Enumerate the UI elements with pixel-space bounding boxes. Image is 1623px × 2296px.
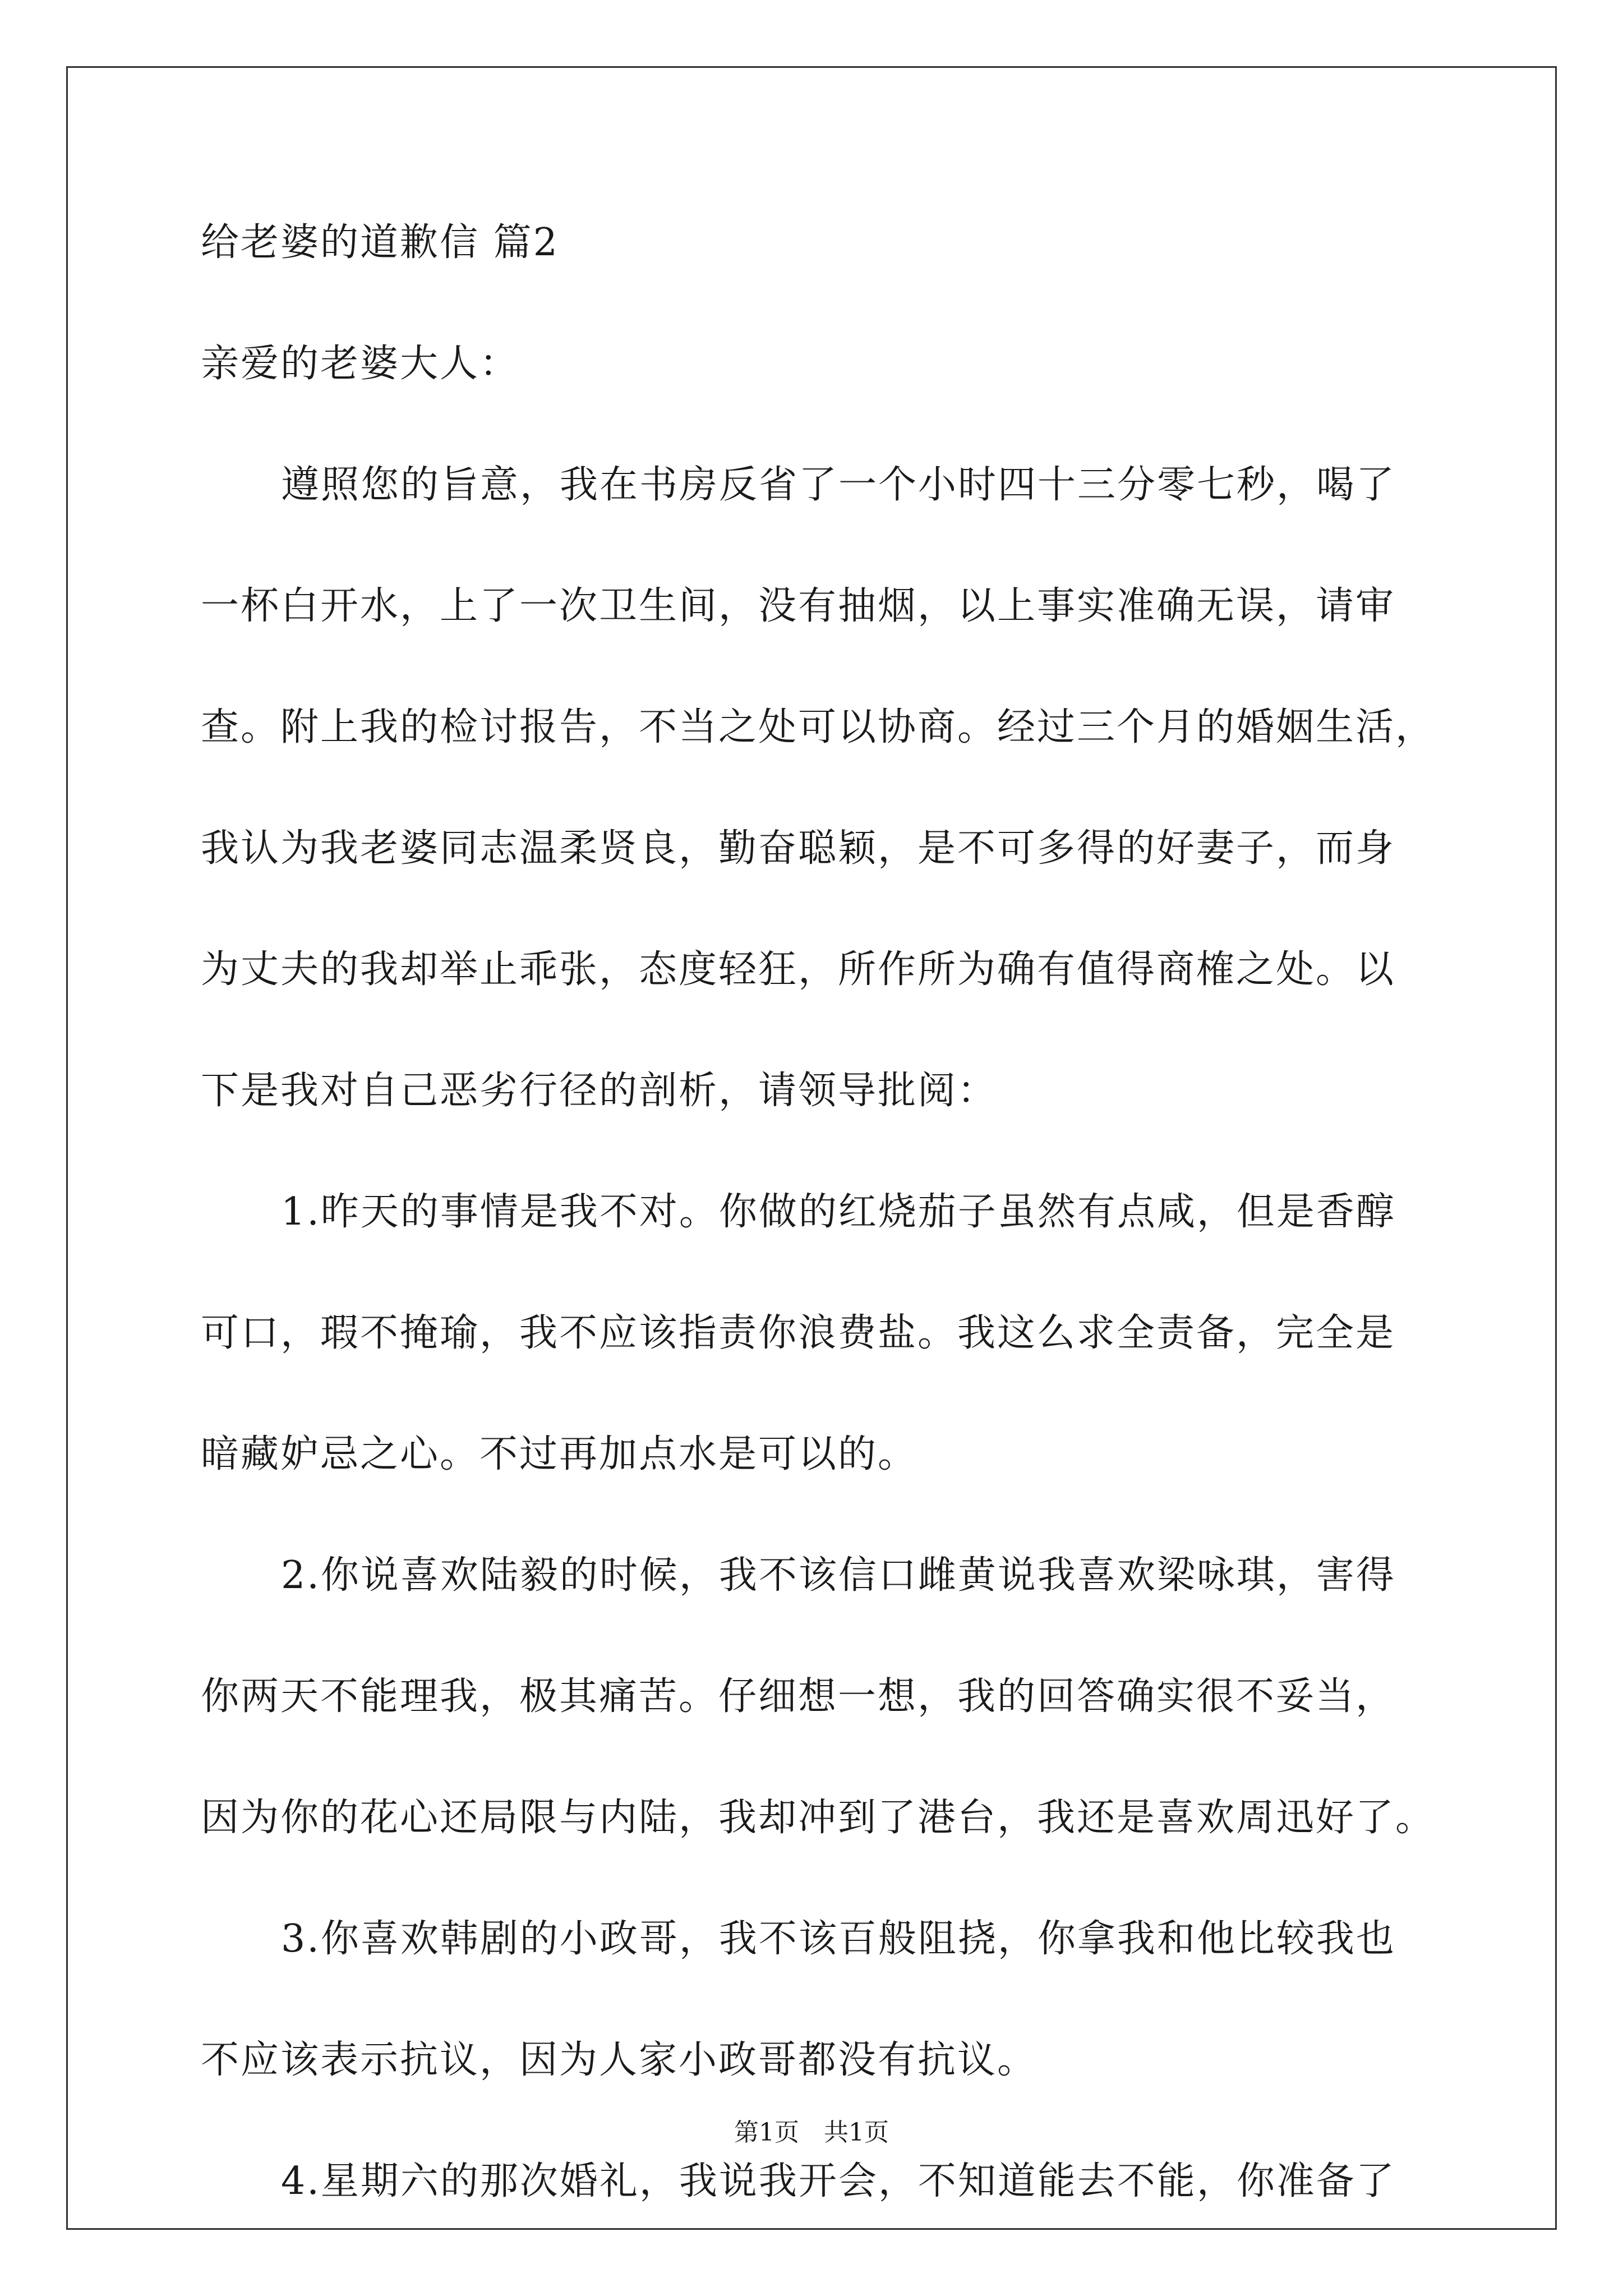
paragraph-item-2 bbox=[201, 1549, 1457, 1845]
paragraph-line: 4.星期六的那次婚礼，我说我开会，不知道能去不能，你准备了 bbox=[281, 2159, 1396, 2203]
paragraph-line: 遵照您的旨意，我在书房反省了一个小时四十三分零七秒，喝了 bbox=[281, 463, 1396, 507]
paragraph-line: 查。附上我的检讨报告，不当之处可以协商。经过三个月的婚姻生活， bbox=[201, 705, 1436, 749]
paragraph-line: 因为你的花心还局限与内陆，我却冲到了港台，我还是喜欢周迅好了。 bbox=[201, 1796, 1436, 1840]
paragraph-line: 下是我对自己恶劣行径的剖析，请领导批阅： bbox=[201, 1069, 998, 1113]
paragraph-item-4 bbox=[201, 2155, 1457, 2208]
paragraph-line: 为丈夫的我却举止乖张，态度轻狂，所作所为确有值得商榷之处。以 bbox=[201, 947, 1396, 992]
paragraph-line: 1.昨天的事情是我不对。你做的红烧茄子虽然有点咸，但是香醇 bbox=[281, 1190, 1396, 1234]
page-footer: 第1页 共1页 bbox=[734, 2118, 889, 2147]
greeting: 亲爱的老婆大人： bbox=[201, 342, 520, 386]
paragraph-line: 我认为我老婆同志温柔贤良，勤奋聪颖，是不可多得的好妻子，而身 bbox=[201, 826, 1396, 871]
paragraph-line: 一杯白开水，上了一次卫生间，没有抽烟，以上事实准确无误，请审 bbox=[201, 584, 1396, 628]
paragraph-line: 2.你说喜欢陆毅的时候，我不该信口雌黄说我喜欢梁咏琪，害得 bbox=[281, 1553, 1396, 1598]
document-body bbox=[201, 216, 1457, 2276]
paragraph-line: 你两天不能理我，极其痛苦。仔细想一想，我的回答确实很不妥当， bbox=[201, 1674, 1396, 1719]
paragraph-intro bbox=[201, 458, 1457, 1118]
paragraph-line: 暗藏妒忌之心。不过再加点水是可以的。 bbox=[201, 1432, 918, 1476]
paragraph-item-1 bbox=[201, 1185, 1457, 1481]
paragraph-line: 不应该表示抗议，因为人家小政哥都没有抗议。 bbox=[201, 2038, 1038, 2082]
paragraph-item-3 bbox=[201, 1912, 1457, 2087]
document-title: 给老婆的道歉信 篇2 bbox=[201, 220, 559, 265]
paragraph-line: 3.你喜欢韩剧的小政哥，我不该百般阻挠，你拿我和他比较我也 bbox=[281, 1917, 1396, 1961]
paragraph-line: 可口，瑕不掩瑜，我不应该指责你浪费盐。我这么求全责备，完全是 bbox=[201, 1311, 1396, 1355]
